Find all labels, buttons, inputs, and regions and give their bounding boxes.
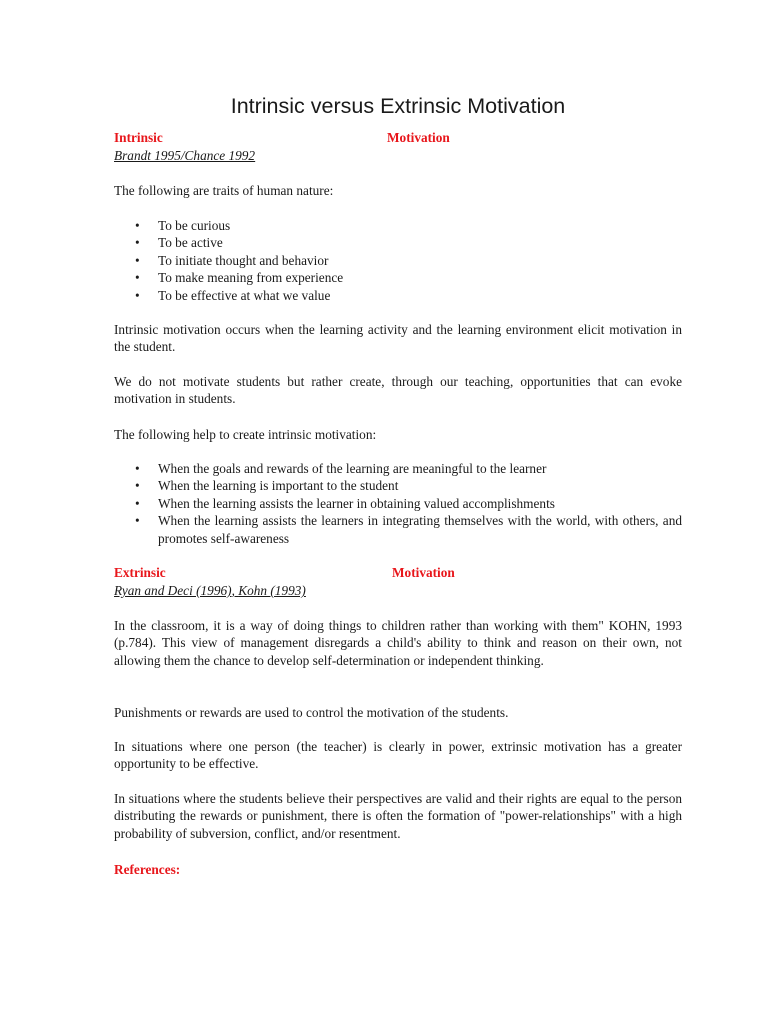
extrinsic-heading — [114, 564, 682, 582]
bullet-icon: • — [135, 218, 140, 233]
list-item: • To be curious — [135, 218, 231, 233]
list-item: • When the learning assists the learners in integrating themselves with the world, with others, and promotes self-awareness — [135, 513, 682, 546]
extrinsic-reference — [114, 582, 306, 599]
document-title: Intrinsic versus Extrinsic Motivation — [230, 94, 566, 118]
traits-intro: The following are traits of human nature: — [114, 183, 334, 198]
extrinsic-paragraph-1: In the classroom, it is a way of doing things to children rather than working with them" KOHN, 1993 (p.784). This view of management disregards a child's ability to think and reason on their own, not allowing them the chance to develop self-determination or independent thinking. — [114, 618, 682, 668]
bullet-icon: • — [135, 270, 140, 286]
intrinsic-paragraph-1: Intrinsic motivation occurs when the learning activity and the learning environment elicit motivation in the student. — [114, 322, 682, 355]
intrinsic-heading-right: Motivation — [387, 130, 450, 145]
help-intro: The following help to create intrinsic motivation: — [114, 427, 377, 442]
list-item: • To be active — [135, 235, 223, 251]
intrinsic-reference[interactable] — [114, 147, 255, 164]
reference-link-ryan-deci[interactable]: Ryan and Deci (1996) — [114, 583, 232, 598]
bullet-icon: • — [135, 513, 140, 529]
list-item: • To be effective at what we value — [135, 287, 331, 303]
intrinsic-paragraph-2: We do not motivate students but rather create, through our teaching, opportunities that can evoke motivation in students. — [114, 374, 682, 407]
bullet-icon: • — [135, 478, 140, 494]
extrinsic-paragraph-3: In situations where one person (the teacher) is clearly in power, extrinsic motivation has a greater opportunity to be effective. — [114, 739, 682, 772]
extrinsic-paragraph-4: In situations where the students believe their perspectives are valid and their rights are equal to the person distributing the rewards or punishment, there is often the formation of "power-relationships" with a high probability of subversion, conflict, and/or resentment. — [114, 791, 682, 841]
reference-separator: , — [231, 583, 239, 598]
references-heading-text: References: — [114, 862, 181, 877]
list-item: • When the learning is important to the student — [135, 478, 399, 494]
intrinsic-heading-left: Intrinsic — [114, 130, 163, 145]
bullet-icon: • — [135, 252, 140, 268]
traits-list — [114, 217, 682, 304]
list-item: • When the goals and rewards of the learning are meaningful to the learner — [135, 461, 547, 476]
list-item: • To make meaning from experience — [135, 270, 344, 286]
extrinsic-paragraph-2: Punishments or rewards are used to control the motivation of the students. — [114, 705, 509, 720]
bullet-icon: • — [135, 235, 140, 251]
extrinsic-heading-left: Extrinsic — [114, 565, 166, 580]
bullet-icon: • — [135, 287, 140, 303]
intrinsic-heading — [114, 129, 682, 147]
bullet-icon: • — [135, 495, 140, 511]
references-heading — [114, 861, 682, 879]
reference-link-kohn[interactable]: Kohn (1993) — [238, 583, 306, 598]
list-item: • When the learning assists the learner in obtaining valued accomplishments — [135, 495, 555, 511]
helps-list — [114, 460, 682, 547]
intrinsic-reference-link[interactable]: Brandt 1995/Chance 1992 — [114, 148, 256, 163]
list-item: • To initiate thought and behavior — [135, 252, 329, 268]
extrinsic-heading-right: Motivation — [392, 565, 455, 580]
bullet-icon: • — [135, 461, 140, 476]
